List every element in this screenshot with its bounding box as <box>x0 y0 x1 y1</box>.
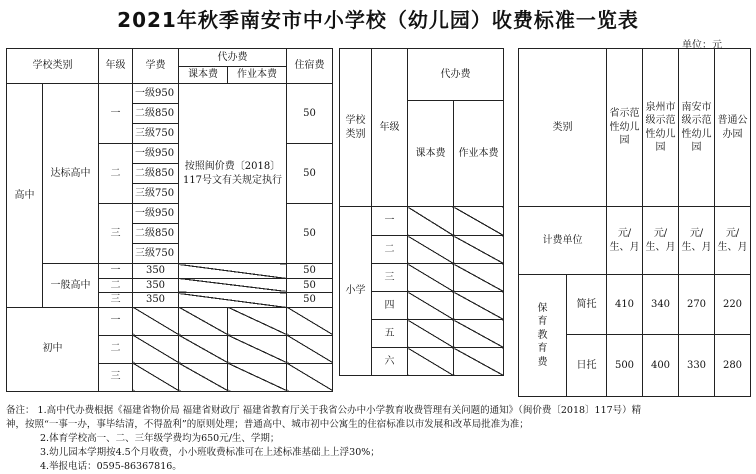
grade-3: 三 <box>99 204 133 264</box>
header-homework-fee: 作业本费 <box>454 101 504 207</box>
rituo-value: 280 <box>715 335 751 397</box>
header-provincial: 省示范性幼儿园 <box>607 49 643 207</box>
dorm-empty <box>287 307 333 335</box>
baoyu-label: 保育教育费 <box>519 275 567 397</box>
dorm-fee: 50 <box>287 264 333 279</box>
header-dorm: 住宿费 <box>287 49 333 84</box>
header-book-fee: 课本费 <box>179 67 228 84</box>
unit-value: 元/生、月 <box>715 207 751 275</box>
rituo-value: 400 <box>643 335 679 397</box>
grade-1: 一 <box>99 307 133 335</box>
dorm-empty <box>287 335 333 363</box>
header-school-type: 学校类别 <box>340 49 372 207</box>
grade-2: 二 <box>99 144 133 204</box>
tuition-level-2: 二级850 <box>133 164 179 184</box>
tuition-level-2: 二级850 <box>133 104 179 124</box>
header-nanan: 南安市级示范性幼儿园 <box>679 49 715 207</box>
header-tuition: 学费 <box>133 49 179 84</box>
header-quanzhou: 泉州市级示范性幼儿园 <box>643 49 679 207</box>
daiban-empty <box>179 264 287 279</box>
jiantuo-value: 410 <box>607 275 643 335</box>
tuition-level-2: 二级850 <box>133 224 179 244</box>
grade-2: 二 <box>99 278 133 293</box>
notes <box>6 404 750 474</box>
homework-empty <box>454 236 504 264</box>
rituo-value: 500 <box>607 335 643 397</box>
dorm-fee: 50 <box>287 204 333 264</box>
homework-empty <box>454 320 504 348</box>
primary-school-fee-table <box>339 48 504 376</box>
unit-value: 元/生、月 <box>643 207 679 275</box>
book-empty <box>408 207 454 236</box>
header-daiban: 代办费 <box>179 49 287 67</box>
jiantuo-label: 简托 <box>567 275 607 335</box>
daiban-note: 按照闽价费〔2018〕117号文有关规定执行 <box>179 84 287 264</box>
grade-6: 六 <box>372 348 408 376</box>
grade-3: 三 <box>99 293 133 308</box>
tuition-level-1: 一级950 <box>133 84 179 104</box>
homework-empty <box>454 348 504 376</box>
high-school-fee-table <box>6 48 333 392</box>
book-empty <box>408 264 454 292</box>
book-empty <box>408 320 454 348</box>
page-title: 2021年秋季南安市中小学校（幼儿园）收费标准一览表 <box>117 8 639 32</box>
book-empty <box>179 363 228 391</box>
note-2: 2.体育学校高一、二、三年级学费均为650元/生、学期； <box>40 433 280 444</box>
category-high-school: 高中 <box>7 84 43 308</box>
header-public: 普通公办园 <box>715 49 751 207</box>
category-junior: 初中 <box>7 307 99 391</box>
jiantuo-value: 340 <box>643 275 679 335</box>
tuition-level-1: 一级950 <box>133 204 179 224</box>
rituo-label: 日托 <box>567 335 607 397</box>
book-empty <box>408 236 454 264</box>
tuition-level-1: 一级950 <box>133 144 179 164</box>
header-grade: 年级 <box>99 49 133 84</box>
daiban-empty <box>179 278 287 293</box>
category-dabiao: 达标高中 <box>43 84 99 264</box>
dorm-fee: 50 <box>287 278 333 293</box>
book-empty <box>179 307 228 335</box>
unit-row-label: 计费单位 <box>519 207 607 275</box>
kindergarten-fee-table <box>518 48 751 397</box>
note-3: 3.幼儿园本学期按4.5个月收费，小小班收费标准可在上述标准基础上上浮30%； <box>40 447 380 458</box>
header-book-fee: 课本费 <box>408 101 454 207</box>
grade-3: 三 <box>372 264 408 292</box>
grade-2: 二 <box>372 236 408 264</box>
grade-1: 一 <box>99 264 133 279</box>
tuition-level-3: 三级750 <box>133 124 179 144</box>
unit-label: 单位：元 <box>682 40 722 51</box>
book-empty <box>408 292 454 320</box>
header-homework-fee: 作业本费 <box>228 67 287 84</box>
tuition-empty <box>133 335 179 363</box>
dorm-fee: 50 <box>287 293 333 308</box>
note-1b: 神，按照“一事一办，事毕结清，不得盈利”的原则处理；普通高中、城市初中公寓生的住宿标准以市发展和改革局批准为准； <box>6 419 529 430</box>
tuition-value: 350 <box>133 264 179 279</box>
category-yiban: 一般高中 <box>43 264 99 308</box>
grade-5: 五 <box>372 320 408 348</box>
grade-1: 一 <box>372 207 408 236</box>
homework-empty <box>228 335 287 363</box>
grade-1: 一 <box>99 84 133 144</box>
grade-2: 二 <box>99 335 133 363</box>
dorm-empty <box>287 363 333 391</box>
header-grade: 年级 <box>372 49 408 207</box>
header-category: 类别 <box>519 49 607 207</box>
unit-value: 元/生、月 <box>679 207 715 275</box>
homework-empty <box>228 363 287 391</box>
header-daiban: 代办费 <box>408 49 504 101</box>
tuition-level-3: 三级750 <box>133 184 179 204</box>
tuition-level-3: 三级750 <box>133 244 179 264</box>
tuition-value: 350 <box>133 293 179 308</box>
homework-empty <box>454 207 504 236</box>
unit-value: 元/生、月 <box>607 207 643 275</box>
tuition-value: 350 <box>133 278 179 293</box>
grade-4: 四 <box>372 292 408 320</box>
grade-3: 三 <box>99 363 133 391</box>
dorm-fee: 50 <box>287 84 333 144</box>
note-1a: 备注： 1.高中代办费根据《福建省物价局 福建省财政厅 福建省教育厅关于我省公办中小学教育收费管理有关问题的通知》（闽价费〔2018〕117号）精 <box>6 405 642 416</box>
book-empty <box>408 348 454 376</box>
category-primary: 小学 <box>340 207 372 376</box>
homework-empty <box>454 292 504 320</box>
daiban-empty <box>179 293 287 308</box>
homework-empty <box>454 264 504 292</box>
rituo-value: 330 <box>679 335 715 397</box>
dorm-fee: 50 <box>287 144 333 204</box>
tuition-empty <box>133 363 179 391</box>
tuition-empty <box>133 307 179 335</box>
jiantuo-value: 270 <box>679 275 715 335</box>
homework-empty <box>228 307 287 335</box>
book-empty <box>179 335 228 363</box>
note-4: 4.举报电话：0595-86367816。 <box>40 461 182 472</box>
header-school-type: 学校类别 <box>7 49 99 84</box>
jiantuo-value: 220 <box>715 275 751 335</box>
